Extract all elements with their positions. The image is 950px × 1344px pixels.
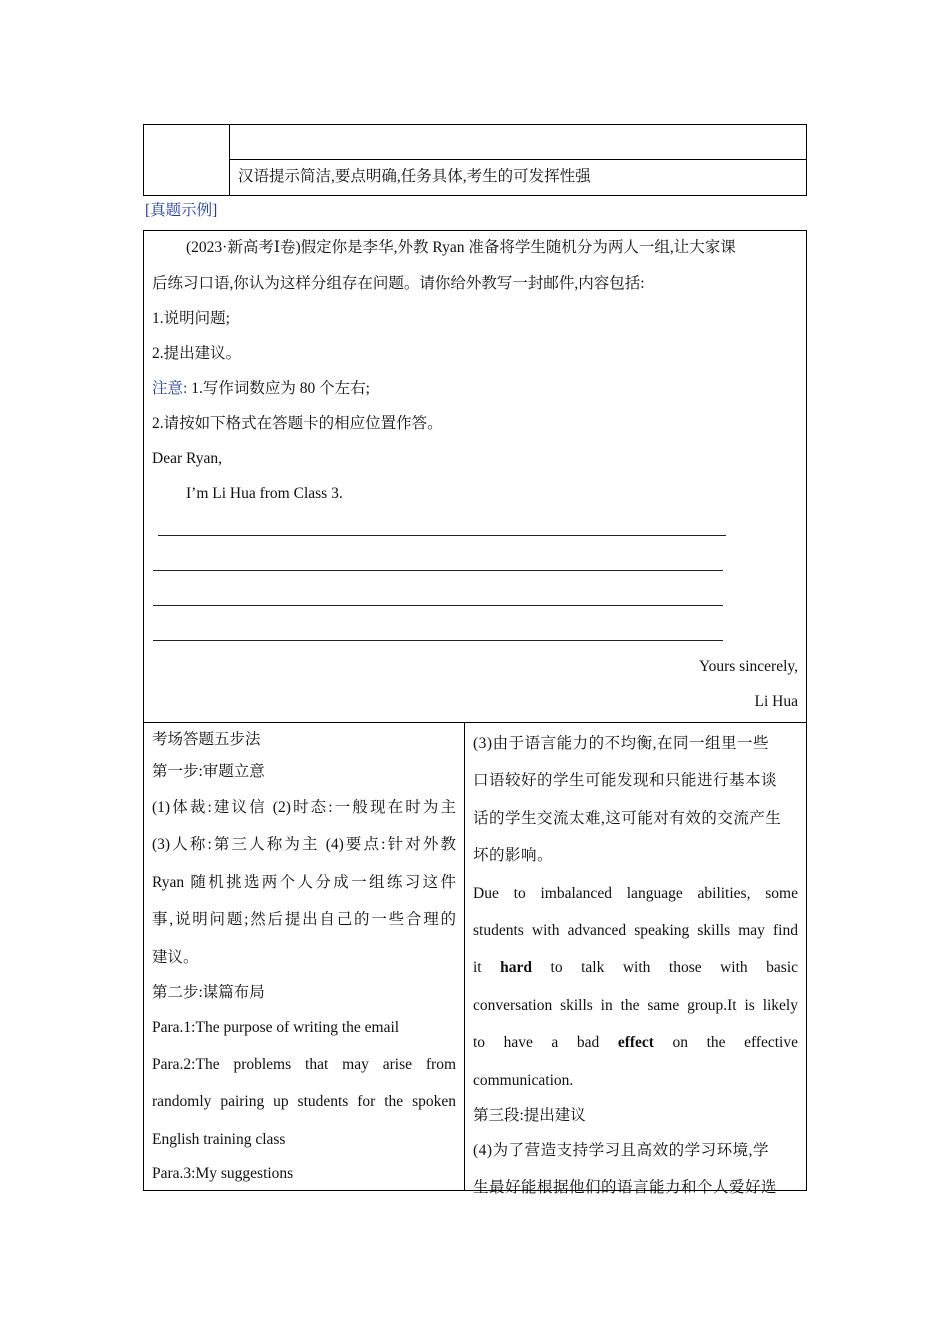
letter-opening: I’m Li Hua from Class 3. — [186, 485, 343, 502]
top-table-note-cell: 汉语提示简洁,要点明确,任务具体,考生的可发挥性强 — [238, 168, 591, 185]
en-word: it — [473, 959, 482, 977]
cn-line-5: (4)为了营造支持学习且高效的学习环境,学 — [473, 1142, 769, 1160]
en-phrase: to have a bad — [473, 1034, 600, 1052]
answer-line — [158, 535, 726, 536]
prompt-item-1: 1.说明问题; — [152, 310, 230, 327]
en-line-3 — [473, 949, 798, 986]
top-table-left-cell — [144, 125, 230, 195]
en-phrase: to talk with those with basic — [550, 959, 799, 977]
analysis-line-1: (1)体裁:建议信 (2)时态:一般现在时为主 — [152, 799, 456, 816]
cn-line-6: 生最好能根据他们的语言能力和个人爱好选 — [473, 1179, 778, 1197]
step-2-heading: 第二步:谋篇布局 — [152, 984, 265, 1002]
answer-line — [153, 605, 723, 606]
prompt-box — [143, 230, 807, 723]
answer-line — [153, 570, 723, 571]
step-1-heading: 第一步:审题立意 — [152, 763, 265, 780]
prompt-item-2: 2.提出建议。 — [152, 345, 242, 362]
step-3-heading: 第三段:提出建议 — [473, 1107, 586, 1125]
para-2-outline-b: randomly pairing up students for the spoken — [152, 1093, 456, 1111]
steps-title: 考场答题五步法 — [152, 731, 261, 748]
en-line-1: Due to imbalanced language abilities, some — [473, 884, 798, 902]
section-label: [真题示例] — [145, 202, 218, 219]
prompt-line-2: 后练习口语,你认为这样分组存在问题。请你给外教写一封邮件,内容包括: — [152, 275, 645, 292]
bottom-table — [143, 722, 807, 1197]
letter-closing: Yours sincerely, — [698, 658, 798, 675]
prompt-note-2: 2.请按如下格式在答题卡的相应位置作答。 — [152, 415, 443, 432]
cn-line-1: (3)由于语言能力的不均衡,在同一组里一些 — [473, 735, 769, 752]
steps-column — [144, 723, 465, 1190]
top-table — [143, 124, 807, 196]
analysis-line-4: 事,说明问题;然后提出自己的一些合理的 — [152, 911, 456, 929]
en-line-2: students with advanced speaking skills may find — [473, 922, 798, 940]
answer-line — [153, 640, 723, 641]
en-line-5 — [473, 1024, 798, 1061]
para-3-outline: Para.3:My suggestions — [152, 1165, 294, 1183]
analysis-line-3: Ryan 随机挑选两个人分成一组练习这件 — [152, 873, 456, 891]
analysis-line-5: 建议。 — [152, 948, 199, 966]
note-label: 注意: — [152, 380, 188, 397]
prompt-line-1: (2023·新高考Ⅰ卷)假定你是李华,外教 Ryan 准备将学生随机分为两人一组,让大家课 — [186, 239, 736, 256]
letter-salutation: Dear Ryan, — [152, 450, 222, 467]
key-word-hard: hard — [500, 959, 533, 977]
para-2-outline-a: Para.2:The problems that may arise from — [152, 1056, 456, 1074]
cn-line-3: 话的学生交流太难,这可能对有效的交流产生 — [473, 809, 782, 827]
cn-line-2: 口语较好的学生可能发现和只能进行基本谈 — [473, 772, 778, 790]
key-word-effect: effect — [617, 1034, 654, 1052]
en-phrase: on the effective — [672, 1034, 798, 1052]
cn-line-4: 坏的影响。 — [473, 847, 554, 865]
analysis-line-2: (3)人称:第三人称为主 (4)要点:针对外教 — [152, 836, 456, 854]
top-table-empty-row — [230, 125, 806, 160]
note-1: 1.写作词数应为 80 个左右; — [187, 380, 370, 397]
prompt-note — [152, 377, 798, 401]
para-2-outline-c: English training class — [152, 1130, 286, 1148]
letter-signature: Li Hua — [754, 693, 798, 710]
sample-column — [465, 723, 806, 1197]
para-1-outline: Para.1:The purpose of writing the email — [152, 1019, 400, 1037]
en-line-6: communication. — [473, 1071, 574, 1089]
en-line-4: conversation skills in the same group.It is likely — [473, 996, 798, 1014]
